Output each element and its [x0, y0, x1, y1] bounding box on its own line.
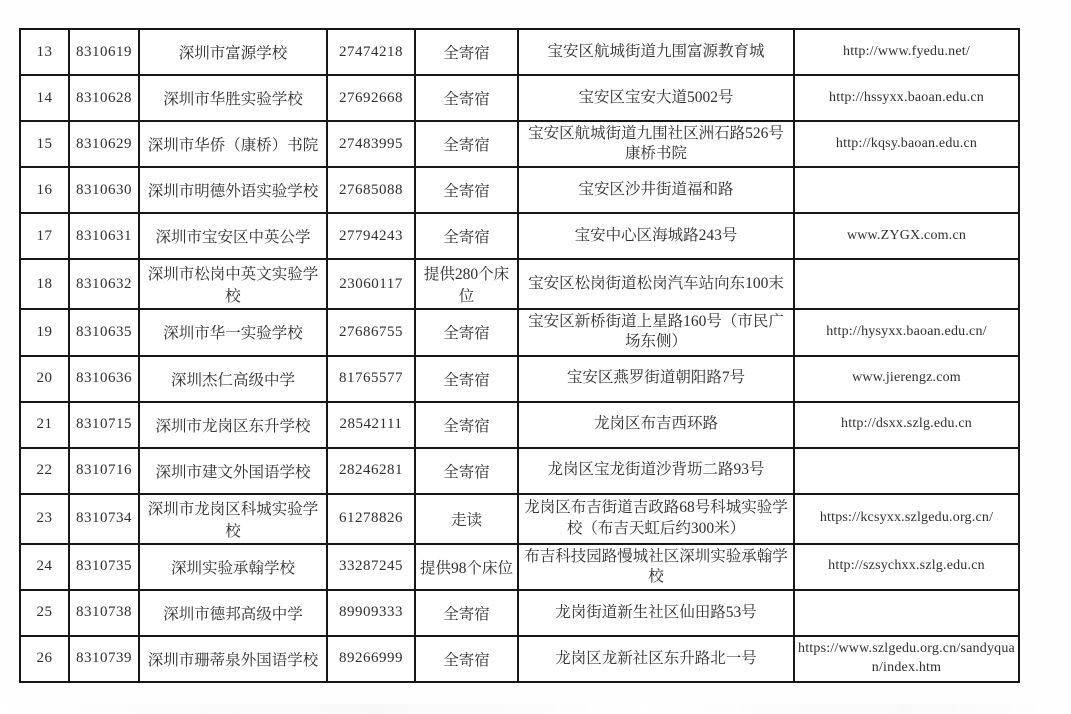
cell-boarding-type: 全寄宿 [415, 121, 518, 167]
table-row [20, 544, 1019, 590]
cell-school-name: 深圳市华一实验学校 [139, 309, 327, 355]
cell-website-url: http://szsychxx.szlg.edu.cn [794, 544, 1019, 590]
table-row [20, 167, 1019, 213]
cell-school-code: 8310635 [69, 309, 139, 355]
cell-row-number: 25 [20, 590, 69, 636]
cell-website-url [794, 448, 1019, 494]
cell-school-code: 8310735 [69, 544, 139, 590]
cell-school-code: 8310739 [69, 636, 139, 682]
cell-boarding-type: 走读 [415, 494, 518, 544]
cell-school-code: 8310734 [69, 494, 139, 544]
table-body [20, 29, 1019, 682]
table-row [20, 213, 1019, 259]
cell-boarding-type: 全寄宿 [415, 356, 518, 402]
table-row [20, 402, 1019, 448]
table-row [20, 309, 1019, 355]
cell-website-url: http://www.fyedu.net/ [794, 29, 1019, 75]
cell-phone-number: 27483995 [327, 121, 415, 167]
cell-row-number: 17 [20, 213, 69, 259]
table-row [20, 636, 1019, 682]
table-row [20, 259, 1019, 309]
cell-address: 龙岗区宝龙街道沙背坜二路93号 [518, 448, 794, 494]
table-row [20, 121, 1019, 167]
cell-address: 宝安区新桥街道上星路160号（市民广场东侧） [518, 309, 794, 355]
cell-boarding-type: 全寄宿 [415, 213, 518, 259]
cell-school-name: 深圳市明德外语实验学校 [139, 167, 327, 213]
cell-row-number: 21 [20, 402, 69, 448]
cell-address: 宝安区航城街道九围富源教育城 [518, 29, 794, 75]
cell-school-code: 8310716 [69, 448, 139, 494]
cell-school-name: 深圳市龙岗区东升学校 [139, 402, 327, 448]
cell-website-url [794, 259, 1019, 309]
cell-boarding-type: 全寄宿 [415, 309, 518, 355]
cell-boarding-type: 提供280个床位 [415, 259, 518, 309]
cell-address: 宝安区宝安大道5002号 [518, 75, 794, 121]
cell-boarding-type: 全寄宿 [415, 448, 518, 494]
cell-boarding-type: 全寄宿 [415, 75, 518, 121]
cell-row-number: 18 [20, 259, 69, 309]
cell-website-url: http://kqsy.baoan.edu.cn [794, 121, 1019, 167]
cell-phone-number: 61278826 [327, 494, 415, 544]
cell-row-number: 23 [20, 494, 69, 544]
cell-phone-number: 27692668 [327, 75, 415, 121]
table-row [20, 29, 1019, 75]
cell-website-url: http://dsxx.szlg.edu.cn [794, 402, 1019, 448]
cell-address: 龙岗区布吉西环路 [518, 402, 794, 448]
cell-phone-number: 81765577 [327, 356, 415, 402]
cell-address: 宝安区燕罗街道朝阳路7号 [518, 356, 794, 402]
cell-address: 龙岗街道新生社区仙田路53号 [518, 590, 794, 636]
cell-phone-number: 28542111 [327, 402, 415, 448]
cell-phone-number: 27474218 [327, 29, 415, 75]
cell-boarding-type: 全寄宿 [415, 636, 518, 682]
table-row [20, 590, 1019, 636]
cell-boarding-type: 全寄宿 [415, 402, 518, 448]
cell-address: 宝安区松岗街道松岗汽车站向东100末 [518, 259, 794, 309]
cell-boarding-type: 提供98个床位 [415, 544, 518, 590]
cell-address: 布吉科技园路慢城社区深圳实验承翰学校 [518, 544, 794, 590]
cell-school-name: 深圳市华胜实验学校 [139, 75, 327, 121]
cell-address: 宝安区沙井街道福和路 [518, 167, 794, 213]
cell-row-number: 15 [20, 121, 69, 167]
cell-school-code: 8310715 [69, 402, 139, 448]
school-directory-table [19, 28, 1020, 683]
cell-row-number: 16 [20, 167, 69, 213]
table-row [20, 75, 1019, 121]
cell-school-name: 深圳市富源学校 [139, 29, 327, 75]
cell-phone-number: 23060117 [327, 259, 415, 309]
cell-address: 宝安区航城街道九围社区洲石路526号康桥书院 [518, 121, 794, 167]
cell-website-url: http://hysyxx.baoan.edu.cn/ [794, 309, 1019, 355]
cell-phone-number: 28246281 [327, 448, 415, 494]
cell-row-number: 26 [20, 636, 69, 682]
cell-school-code: 8310632 [69, 259, 139, 309]
cell-school-name: 深圳杰仁高级中学 [139, 356, 327, 402]
cell-website-url: https://www.szlgedu.org.cn/sandyquan/index.htm [794, 636, 1019, 682]
cell-school-name: 深圳市德邦高级中学 [139, 590, 327, 636]
cell-boarding-type: 全寄宿 [415, 29, 518, 75]
cell-school-code: 8310636 [69, 356, 139, 402]
cell-address: 龙岗区龙新社区东升路北一号 [518, 636, 794, 682]
cell-row-number: 13 [20, 29, 69, 75]
cell-phone-number: 89909333 [327, 590, 415, 636]
cell-school-name: 深圳市松岗中英文实验学校 [139, 259, 327, 309]
cell-phone-number: 27685088 [327, 167, 415, 213]
cell-website-url: www.jierengz.com [794, 356, 1019, 402]
table-row [20, 494, 1019, 544]
cell-school-name: 深圳实验承翰学校 [139, 544, 327, 590]
cell-school-code: 8310628 [69, 75, 139, 121]
cell-phone-number: 89266999 [327, 636, 415, 682]
cell-row-number: 19 [20, 309, 69, 355]
cell-row-number: 20 [20, 356, 69, 402]
cell-school-name: 深圳市龙岗区科城实验学校 [139, 494, 327, 544]
cell-school-name: 深圳市珊蒂泉外国语学校 [139, 636, 327, 682]
cell-address: 龙岗区布吉街道吉政路68号科城实验学校（布吉天虹后约300米） [518, 494, 794, 544]
scan-artifact-shade [0, 704, 1071, 714]
cell-school-code: 8310629 [69, 121, 139, 167]
cell-row-number: 22 [20, 448, 69, 494]
cell-website-url: www.ZYGX.com.cn [794, 213, 1019, 259]
cell-school-code: 8310619 [69, 29, 139, 75]
cell-website-url: https://kcsyxx.szlgedu.org.cn/ [794, 494, 1019, 544]
cell-school-code: 8310738 [69, 590, 139, 636]
cell-phone-number: 33287245 [327, 544, 415, 590]
cell-boarding-type: 全寄宿 [415, 167, 518, 213]
cell-website-url: http://hssyxx.baoan.edu.cn [794, 75, 1019, 121]
table-row [20, 448, 1019, 494]
cell-school-name: 深圳市建文外国语学校 [139, 448, 327, 494]
cell-boarding-type: 全寄宿 [415, 590, 518, 636]
cell-school-code: 8310630 [69, 167, 139, 213]
cell-address: 宝安中心区海城路243号 [518, 213, 794, 259]
cell-school-name: 深圳市华侨（康桥）书院 [139, 121, 327, 167]
cell-school-code: 8310631 [69, 213, 139, 259]
cell-website-url [794, 590, 1019, 636]
cell-website-url [794, 167, 1019, 213]
cell-school-name: 深圳市宝安区中英公学 [139, 213, 327, 259]
cell-phone-number: 27686755 [327, 309, 415, 355]
cell-row-number: 14 [20, 75, 69, 121]
cell-row-number: 24 [20, 544, 69, 590]
table-row [20, 356, 1019, 402]
cell-phone-number: 27794243 [327, 213, 415, 259]
